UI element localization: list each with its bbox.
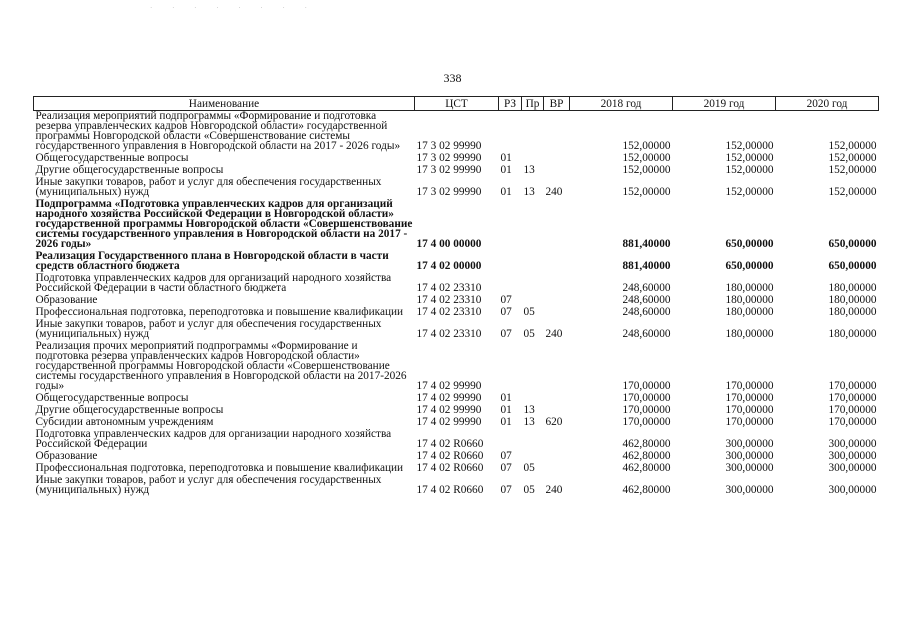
table-row — [34, 475, 879, 495]
row-2020: 152,00000 — [828, 140, 877, 152]
header-cst: ЦСТ — [415, 97, 499, 111]
row-vr — [544, 251, 570, 271]
row-2019: 300,00000 — [725, 462, 774, 474]
row-2018: 248,60000 — [622, 294, 671, 306]
table-row — [34, 111, 879, 152]
row-2020: 300,00000 — [828, 484, 877, 496]
row-pr: 05 — [523, 462, 535, 474]
row-2018: 152,00000 — [622, 140, 671, 152]
row-2018: 462,80000 — [622, 484, 671, 496]
row-name: Профессиональная подготовка, переподготовка и повышение квалификации — [35, 462, 404, 474]
row-cst: 17 4 02 R0660 — [416, 438, 484, 450]
row-rz: 07 — [500, 484, 512, 496]
row-rz: 07 — [500, 294, 512, 306]
row-2020: 170,00000 — [828, 380, 877, 392]
table-row — [34, 429, 879, 449]
row-name: Образование — [35, 450, 98, 462]
row-name: Другие общегосударственные вопросы — [35, 164, 224, 176]
row-vr — [544, 463, 570, 473]
table-row — [34, 463, 879, 473]
row-2018: 170,00000 — [622, 404, 671, 416]
table-row — [34, 393, 879, 403]
row-vr — [544, 429, 570, 449]
row-cst: 17 4 02 99990 — [416, 380, 482, 392]
row-vr — [544, 153, 570, 163]
row-2019: 170,00000 — [725, 380, 774, 392]
row-2020: 152,00000 — [828, 152, 877, 164]
row-rz: 01 — [500, 416, 512, 428]
row-2018: 152,00000 — [622, 152, 671, 164]
row-2020: 300,00000 — [828, 450, 877, 462]
row-name: Подготовка управленческих кадров для организаций народного хозяйства Российской Федерации в части областного бюджета — [35, 272, 392, 294]
row-rz — [499, 111, 522, 152]
row-name: Иные закупки товаров, работ и услуг для обеспечения государственных (муниципальных) нужд — [35, 474, 382, 496]
row-rz — [499, 341, 522, 391]
table-row — [34, 405, 879, 415]
row-pr — [522, 251, 544, 271]
row-cst: 17 4 02 23310 — [416, 282, 482, 294]
row-vr: 240 — [545, 328, 563, 340]
row-2020: 300,00000 — [828, 462, 877, 474]
row-vr — [544, 111, 570, 152]
row-2018: 152,00000 — [622, 164, 671, 176]
row-2019: 170,00000 — [725, 404, 774, 416]
row-2018: 152,00000 — [622, 186, 671, 198]
row-rz — [499, 273, 522, 293]
table-row — [34, 273, 879, 293]
row-cst: 17 4 02 99990 — [416, 404, 482, 416]
row-rz: 01 — [500, 392, 512, 404]
row-rz — [499, 251, 522, 271]
row-2018: 248,60000 — [622, 282, 671, 294]
row-rz — [499, 199, 522, 249]
row-rz — [499, 429, 522, 449]
row-2019: 152,00000 — [725, 186, 774, 198]
row-cst: 17 4 02 23310 — [416, 306, 482, 318]
row-2020: 170,00000 — [828, 404, 877, 416]
row-2019: 300,00000 — [725, 450, 774, 462]
row-2019: 180,00000 — [725, 328, 774, 340]
row-cst: 17 3 02 99990 — [416, 164, 482, 176]
row-rz: 07 — [500, 462, 512, 474]
row-name: Профессиональная подготовка, переподготовка и повышение квалификации — [35, 306, 404, 318]
row-2019: 300,00000 — [725, 484, 774, 496]
row-2019: 152,00000 — [725, 140, 774, 152]
scan-artifact: · · · · · · · · — [150, 4, 316, 12]
row-cst: 17 3 02 99990 — [416, 140, 482, 152]
row-rz: 07 — [500, 306, 512, 318]
table-row — [34, 165, 879, 175]
header-vr: ВР — [544, 97, 570, 111]
header-2020: 2020 год — [776, 97, 879, 111]
table-row — [34, 153, 879, 163]
row-name: Реализация Государственного плана в Новгородской области в части средств областного бюджета — [35, 250, 389, 272]
row-2018: 170,00000 — [622, 380, 671, 392]
row-name: Подпрограмма «Подготовка управленческих кадров для организаций народного хозяйства Российской Федерации в Новгородской области» государственной программы Новгородской области «Совершенствование системы государственного управления в Новгородской области на 2017 - 2026 годы» — [35, 198, 413, 250]
row-rz: 01 — [500, 152, 512, 164]
row-name: Другие общегосударственные вопросы — [35, 404, 224, 416]
row-2019: 300,00000 — [725, 438, 774, 450]
row-cst: 17 4 02 00000 — [416, 260, 482, 272]
row-name: Иные закупки товаров, работ и услуг для обеспечения государственных (муниципальных) нужд — [35, 176, 382, 198]
row-pr — [522, 153, 544, 163]
row-vr — [544, 199, 570, 249]
row-name: Общегосударственные вопросы — [35, 152, 189, 164]
row-2019: 180,00000 — [725, 282, 774, 294]
table-row — [34, 295, 879, 305]
table-row — [34, 417, 879, 427]
header-pr: Пр — [522, 97, 544, 111]
row-cst: 17 3 02 99990 — [416, 186, 482, 198]
row-2019: 650,00000 — [725, 260, 774, 272]
row-vr — [544, 451, 570, 461]
row-pr — [522, 295, 544, 305]
row-name: Реализация мероприятий подпрограммы «Формирование и подготовка резерва управленческих кадров Новгородской области» государственной программы Новгородской области «Совершенствование системы государственного управления в Новгородской области на 2017 - 2026 годы» — [35, 110, 401, 152]
row-2020: 180,00000 — [828, 306, 877, 318]
row-cst: 17 4 02 23310 — [416, 328, 482, 340]
row-name: Иные закупки товаров, работ и услуг для обеспечения государственных (муниципальных) нужд — [35, 318, 382, 340]
table-body — [34, 111, 879, 496]
row-2019: 170,00000 — [725, 392, 774, 404]
row-cst: 17 4 02 R0660 — [416, 450, 484, 462]
row-2018: 462,80000 — [622, 450, 671, 462]
row-pr — [522, 341, 544, 391]
row-cst: 17 4 02 R0660 — [416, 462, 484, 474]
row-2019: 180,00000 — [725, 294, 774, 306]
header-name: Наименование — [34, 97, 415, 111]
row-pr: 05 — [523, 328, 535, 340]
row-2018: 248,60000 — [622, 328, 671, 340]
row-2020: 152,00000 — [828, 186, 877, 198]
row-vr — [544, 295, 570, 305]
table-row — [34, 177, 879, 197]
table-row — [34, 199, 879, 249]
row-cst: 17 4 02 99990 — [416, 392, 482, 404]
table-row — [34, 251, 879, 271]
row-2019: 170,00000 — [725, 416, 774, 428]
row-2018: 881,40000 — [622, 260, 671, 272]
row-2020: 650,00000 — [828, 238, 877, 250]
row-2018: 170,00000 — [622, 416, 671, 428]
row-pr — [522, 199, 544, 249]
row-cst: 17 4 00 00000 — [416, 238, 482, 250]
row-2018: 248,60000 — [622, 306, 671, 318]
row-2020: 180,00000 — [828, 328, 877, 340]
row-pr: 05 — [523, 306, 535, 318]
row-vr — [544, 307, 570, 317]
row-name: Общегосударственные вопросы — [35, 392, 189, 404]
row-pr: 13 — [523, 164, 535, 176]
row-cst: 17 3 02 99990 — [416, 152, 482, 164]
table-header-row — [34, 97, 879, 111]
row-pr: 13 — [523, 404, 535, 416]
row-pr — [522, 393, 544, 403]
row-2019: 152,00000 — [725, 152, 774, 164]
page-number: 338 — [443, 71, 462, 85]
table-row — [34, 307, 879, 317]
row-pr — [522, 111, 544, 152]
row-vr — [544, 273, 570, 293]
row-pr — [522, 429, 544, 449]
row-pr: 13 — [523, 186, 535, 198]
row-pr — [522, 451, 544, 461]
row-2019: 650,00000 — [725, 238, 774, 250]
row-2020: 180,00000 — [828, 282, 877, 294]
row-name: Подготовка управленческих кадров для организации народного хозяйства Российской Федерации — [35, 428, 392, 450]
row-rz: 01 — [500, 164, 512, 176]
row-name: Субсидии автономным учреждениям — [35, 416, 214, 428]
row-vr — [544, 341, 570, 391]
row-vr: 240 — [545, 484, 563, 496]
row-vr: 240 — [545, 186, 563, 198]
row-vr — [544, 393, 570, 403]
row-pr: 05 — [523, 484, 535, 496]
row-2018: 881,40000 — [622, 238, 671, 250]
row-rz: 01 — [500, 186, 512, 198]
row-cst: 17 4 02 99990 — [416, 416, 482, 428]
row-cst: 17 4 02 23310 — [416, 294, 482, 306]
row-2018: 462,80000 — [622, 438, 671, 450]
row-2019: 180,00000 — [725, 306, 774, 318]
row-2020: 300,00000 — [828, 438, 877, 450]
row-2020: 180,00000 — [828, 294, 877, 306]
row-pr: 13 — [523, 416, 535, 428]
row-rz: 07 — [500, 450, 512, 462]
table-row — [34, 319, 879, 339]
row-pr — [522, 273, 544, 293]
table-row — [34, 451, 879, 461]
table-row — [34, 341, 879, 391]
row-2018: 170,00000 — [622, 392, 671, 404]
row-2019: 152,00000 — [725, 164, 774, 176]
row-2020: 170,00000 — [828, 416, 877, 428]
row-2018: 462,80000 — [622, 462, 671, 474]
budget-table — [33, 96, 879, 495]
row-cst: 17 4 02 R0660 — [416, 484, 484, 496]
row-name: Образование — [35, 294, 98, 306]
row-2020: 170,00000 — [828, 392, 877, 404]
row-vr — [544, 165, 570, 175]
row-vr: 620 — [545, 416, 563, 428]
row-2020: 650,00000 — [828, 260, 877, 272]
row-rz: 07 — [500, 328, 512, 340]
header-rz: РЗ — [499, 97, 522, 111]
header-2018: 2018 год — [570, 97, 673, 111]
row-vr — [544, 405, 570, 415]
row-2020: 152,00000 — [828, 164, 877, 176]
row-name: Реализация прочих мероприятий подпрограммы «Формирование и подготовка резерва управленческих кадров Новгородской области» государственной программы Новгородской области «Совершенствование системы государственного управления в Новгородской области на 2017-2026 годы» — [35, 340, 407, 392]
row-rz: 01 — [500, 404, 512, 416]
header-2019: 2019 год — [673, 97, 776, 111]
